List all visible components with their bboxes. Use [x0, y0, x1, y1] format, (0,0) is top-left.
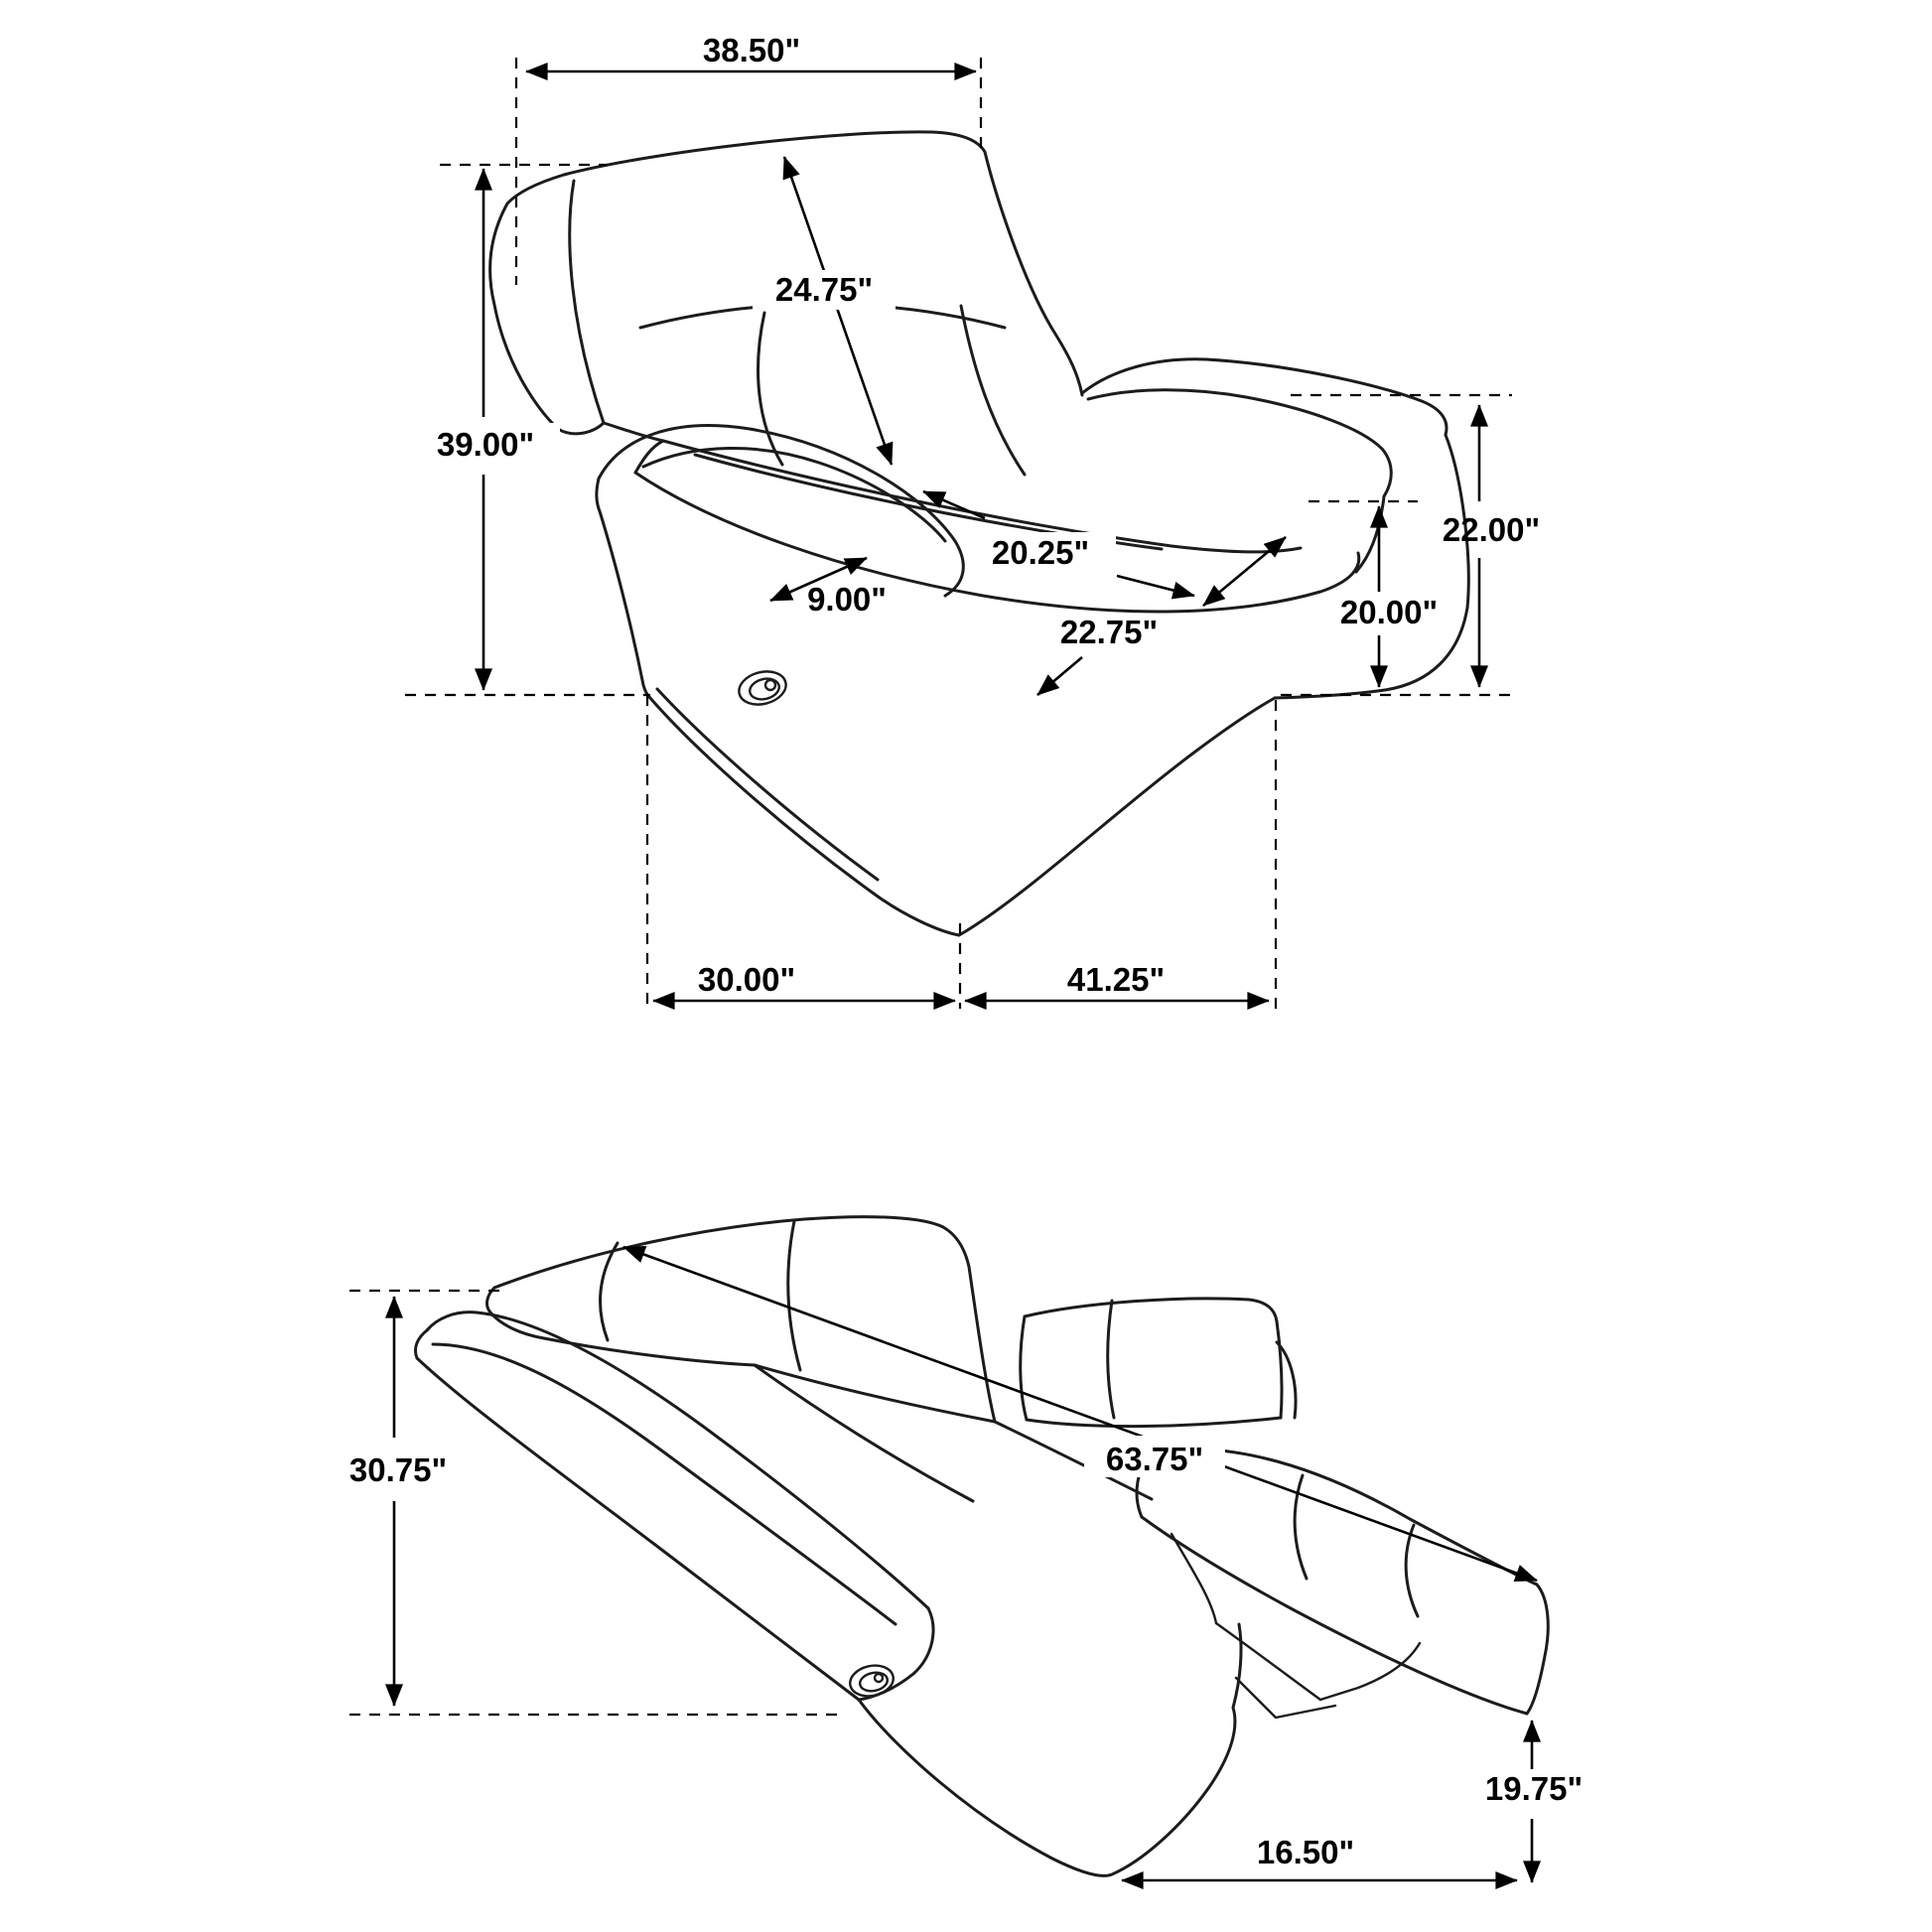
label-seat-depth: 22.75" [1059, 614, 1159, 650]
seat-left-edge [635, 441, 663, 473]
footrest-seam-2 [1406, 1525, 1418, 1616]
left-armrest-outer [599, 426, 963, 596]
back-seam-right [961, 306, 1025, 475]
far-arm-left-edge [1021, 1316, 1027, 1420]
right-arm-top [1082, 359, 1447, 435]
label-back-diagonal: 24.75" [774, 271, 874, 308]
power-button-icon [847, 1662, 896, 1700]
base-front-left-edge [649, 697, 959, 935]
right-arm-inner-edge [1088, 390, 1391, 496]
back-left-wing-seam [570, 181, 604, 423]
dimension-lines [394, 71, 1537, 1882]
label-overall-height: 39.00" [436, 426, 535, 463]
back-bottom-edge [755, 1365, 995, 1422]
label-reclined-height: 30.75" [348, 1451, 448, 1488]
seat-front-edge [755, 1365, 973, 1501]
left-arm-front-edge [597, 479, 649, 697]
back-bottom-edge [604, 423, 663, 441]
base-front-right-edge [959, 698, 1275, 935]
left-armrest-inner [643, 448, 945, 541]
label-reclined-length: 63.75" [1105, 1441, 1204, 1477]
footrest-seam-1 [1295, 1475, 1307, 1579]
extension-lines [349, 58, 1512, 1715]
back-left-wing-bottom [558, 423, 604, 434]
far-arm-right-edge [1277, 1321, 1282, 1418]
far-arm-seam [1108, 1301, 1114, 1418]
far-arm-bottom [1027, 1418, 1281, 1427]
power-button-icon [736, 667, 789, 710]
headrest-bottom-edge [544, 1338, 755, 1365]
label-footrest-extension: 16.50" [1256, 1834, 1355, 1870]
near-arm-front-end [859, 1608, 933, 1700]
headrest-seam [601, 1243, 618, 1340]
label-seat-width: 20.25" [991, 534, 1090, 571]
label-footrest-height: 19.75" [1484, 1770, 1584, 1807]
back-mid-seam [788, 1221, 800, 1370]
reclined-recliner-drawing [415, 1217, 1548, 1876]
base-front-piping [657, 689, 878, 880]
label-armrest-width: 9.00" [807, 581, 887, 618]
dimension-labels [349, 32, 1583, 1870]
label-base-depth: 30.00" [697, 961, 796, 998]
dim-back-diagonal [784, 157, 892, 465]
label-overall-depth: 41.25" [1066, 961, 1166, 998]
label-overall-width: 38.50" [702, 32, 801, 69]
back-top-edge [494, 1217, 943, 1288]
label-arm-height: 22.00" [1442, 511, 1541, 548]
back-left-wing-outer [490, 175, 564, 429]
headrest-left-cap [487, 1288, 544, 1338]
footrest-bottom-edge [1142, 1517, 1527, 1714]
near-arm-inner-line [433, 1344, 896, 1624]
dim-reclined-length [623, 1247, 1537, 1581]
back-seam-left [759, 313, 782, 465]
far-arm-top [1025, 1299, 1277, 1321]
backrest-outline [564, 132, 1082, 395]
footrest-end-cap [1527, 1585, 1548, 1714]
label-seat-height: 20.00" [1339, 594, 1439, 630]
near-arm-lower-edge [417, 1358, 859, 1700]
near-arm-end-cap [415, 1330, 427, 1358]
back-right-edge [943, 1227, 995, 1422]
dim-seat-depth [1037, 657, 1082, 695]
base-front-face [859, 1700, 1235, 1875]
